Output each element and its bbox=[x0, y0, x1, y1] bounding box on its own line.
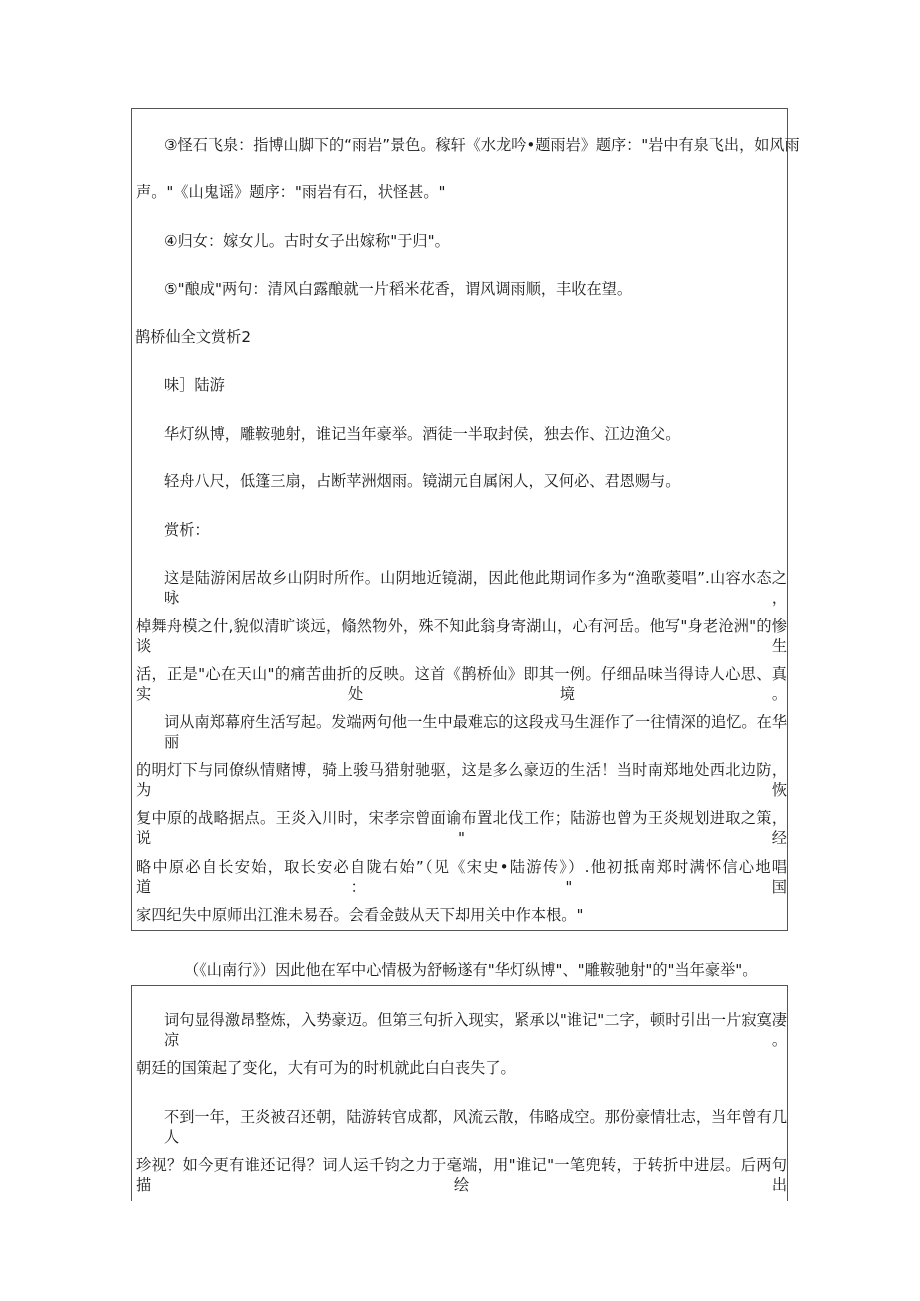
poem-line-2: 轻舟八尺，低篷三扇，占断苹洲烟雨。镜湖元自属闲人，又何必、君恩赐与。 bbox=[164, 472, 681, 490]
poem-line-1: 华灯纵博，雕鞍驰射，谁记当年豪举。酒徒一半取封侯，独去作、江边渔父。 bbox=[164, 425, 681, 443]
para2-line-2: 的明灯下与同僚纵情赌博，骑上骏马猎射驰驱，这是多么豪迈的生活！当时南郑地处西北边防，为恢 bbox=[136, 761, 787, 799]
para1-line-3: 活，正是"心在天山"的痛苦曲折的反映。这首《鹊桥仙》即其一例。仔细品味当得诗人心思、真实处境。 bbox=[136, 665, 787, 703]
note-3-line-1: ③怪石飞泉：指博山脚下的“雨岩”景色。稼轩《水龙吟•题雨岩》题序："岩中有泉飞出，如风雨 bbox=[164, 136, 800, 154]
note-3-line-2: 声。"《山鬼谣》题序："雨岩有石，状怪甚。" bbox=[136, 183, 446, 201]
section-heading: 鹊桥仙全文赏析2 bbox=[135, 328, 251, 346]
para1-line-1: 这是陆游闲居故乡山阴时所作。山阴地近镜湖，因此他此期词作多为“渔歌菱唱”.山容水态之咏， bbox=[164, 569, 787, 607]
note-4: ④归女：嫁女儿。古时女子出嫁称"于归"。 bbox=[164, 232, 450, 250]
box2-para2-line-1: 不到一年，王炎被召还朝，陆游转官成都，风流云散，伟略成空。那份豪情壮志，当年曾有几人 bbox=[164, 1108, 787, 1146]
box2-para1-line-1: 词句显得激昂整炼，入势豪迈。但第三句折入现实，紧承以"谁记"二字，顿时引出一片寂寞凄凉。 bbox=[164, 1011, 787, 1049]
poem-author: 味］陆游 bbox=[164, 376, 225, 394]
para2-line-1: 词从南郑幕府生活写起。发端两句他一生中最难忘的这段戎马生涯作了一往情深的追忆。在华丽 bbox=[164, 713, 787, 751]
para1-line-2: 棹舞舟模之什,貌似清旷谈远，翛然物外，殊不知此翁身寄湖山，心有河岳。他写"身老沧洲"的惨谈生 bbox=[136, 617, 787, 655]
para2-line-4: 略中原必自长安始，取长安必自陇右始”（见《宋史•陆游传》）.他初抵南郑时满怀信心地唱道："国 bbox=[136, 858, 787, 896]
para2-line-3: 复中原的战略据点。王炎入川时，宋孝宗曾面谕布置北伐工作；陆游也曾为王炎规划进取之策，说"经 bbox=[136, 809, 787, 847]
para2-line-5: 家四纪失中原师出江淮未易吞。会看金鼓从天下却用关中作本根。" bbox=[136, 906, 584, 924]
note-5: ⑤"酿成"两句：清风白露酿就一片稻米花香，谓风调雨顺，丰收在望。 bbox=[164, 280, 633, 298]
appreciation-label: 赏析： bbox=[164, 521, 210, 539]
box2-para1-line-2: 朝廷的国策起了变化，大有可为的时机就此白白丧失了。 bbox=[136, 1059, 516, 1077]
box2-para2-line-2: 珍视？如今更有谁还记得？词人运千钧之力于毫端，用"谁记"一笔兜转，于转折中进层。后两句描绘出 bbox=[136, 1156, 787, 1194]
between-boxes-text: （《山南行》）因此他在军中心情极为舒畅遂有"华灯纵博"、"雕鞍驰射"的"当年豪举"。 bbox=[184, 961, 758, 979]
